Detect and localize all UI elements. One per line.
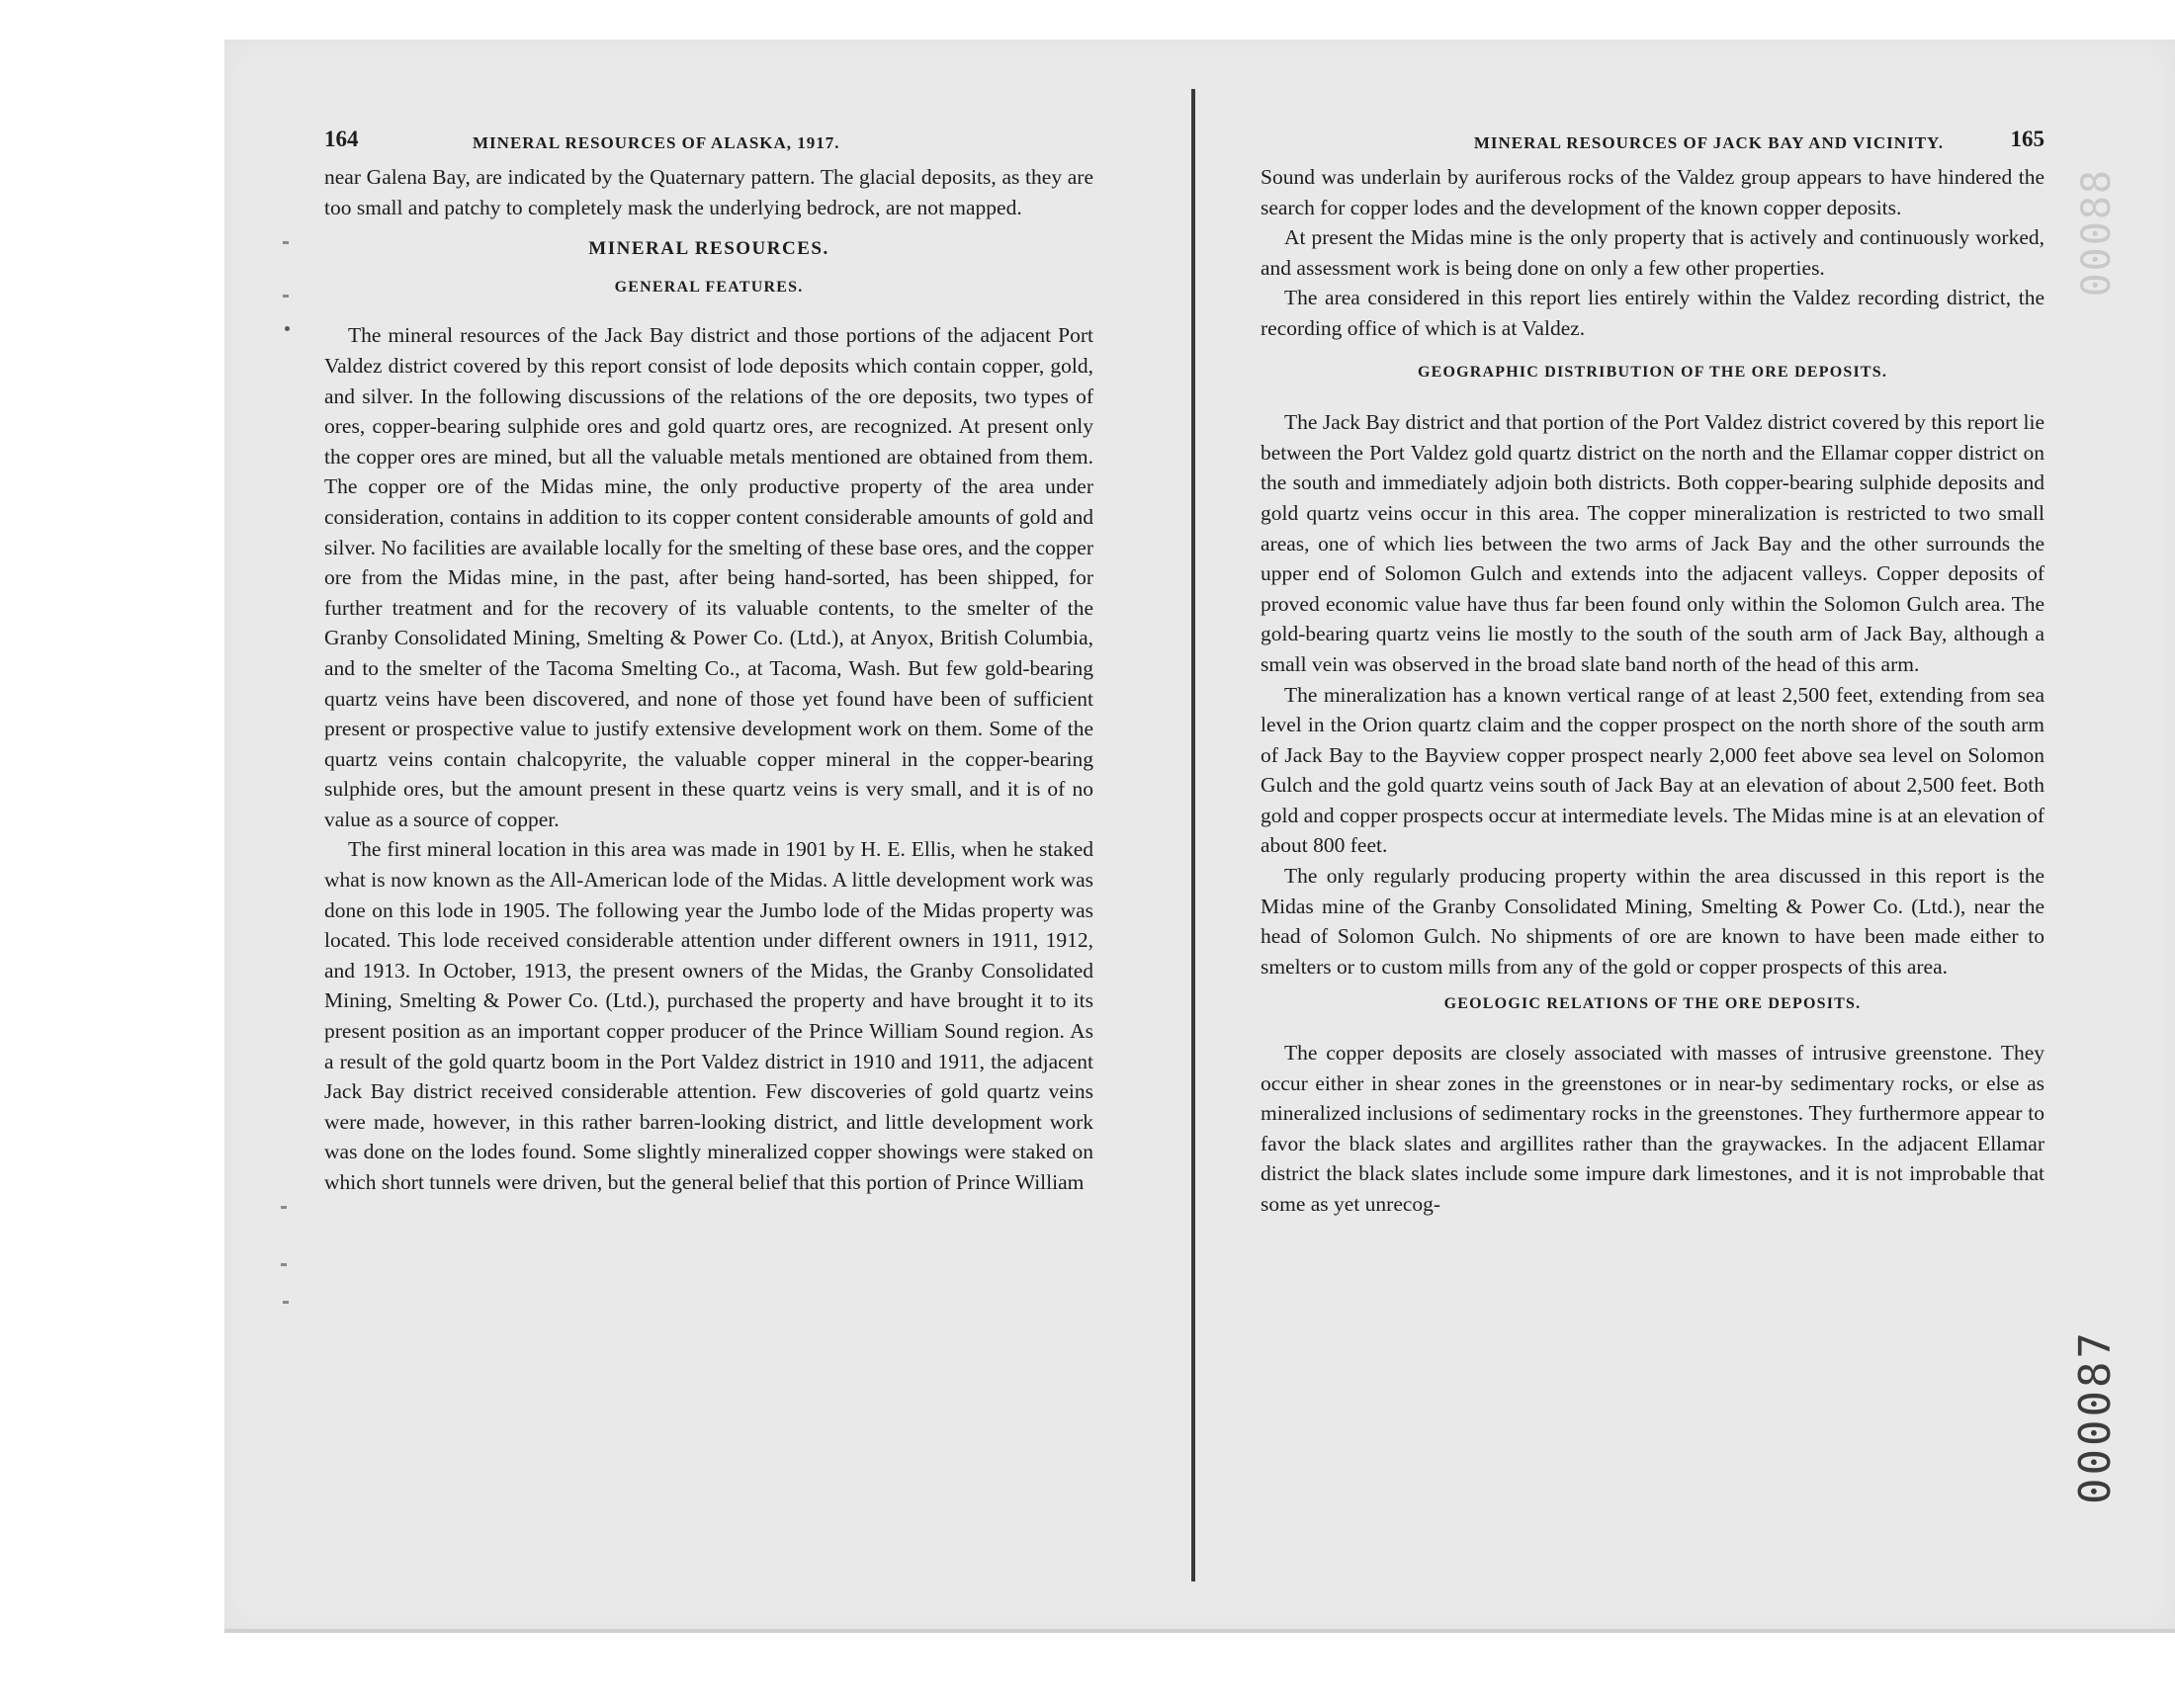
right-page — [1261, 128, 2044, 1220]
left-paragraph-1: The mineral resources of the Jack Bay district and those portions of the adjacent Port Valdez district covered by this report consist of lode deposits which contain copper, gold, and silver. In the following discussions of the relations of the ore deposits, two types of ores, copper-bearing sulphide ores and gold quartz ores, are recognized. At present only the copper ores are mined, but all the valuable metals mentioned are obtained from them. The copper ore of the Midas mine, the only productive property of the area under consideration, contains in addition to its copper content considerable amounts of gold and silver. No facilities are available locally for the smelting of these base ores, and the copper ore from the Midas mine, in the past, after being hand-sorted, has been shipped, for further treatment and for the recovery of its valuable contents, to the smelter of the Granby Consolidated Mining, Smelting & Power Co. (Ltd.), at Anyox, British Columbia, and to the smelter of the Tacoma Smelting Co., at Tacoma, Wash. But few gold-bearing quartz veins have been discovered, and none of those yet found have been of sufficient present or prospective value to justify extensive development work on them. Some of the quartz veins contain chalcopyrite, the valuable copper mineral in the copper-bearing sulphide ores, but the amount present in these quartz veins is very small, and it is of no value as a source of copper. — [324, 323, 1093, 831]
section-heading: MINERAL RESOURCES. — [588, 238, 829, 260]
margin-mark — [281, 1263, 287, 1266]
right-paragraph-3: The area considered in this report lies entirely within the Valdez recording district, the recording office of which is at Valdez. — [1261, 286, 2044, 340]
margin-stamp-top: 00088 — [2074, 168, 2120, 298]
margin-mark — [283, 241, 289, 244]
left-running-head — [324, 128, 1093, 160]
subheading-geographic-distribution: GEOGRAPHIC DISTRIBUTION OF THE ORE DEPOSITS. — [1417, 363, 1888, 381]
subheading-geologic-relations: GEOLOGIC RELATIONS OF THE ORE DEPOSITS. — [1443, 995, 1862, 1013]
book-gutter-line — [1191, 89, 1195, 1581]
scan-bottom-edge — [224, 1629, 2175, 1633]
right-running-head — [1261, 128, 2044, 160]
margin-mark — [283, 295, 289, 298]
left-page-number: 164 — [324, 127, 359, 151]
right-paragraph-4: The Jack Bay district and that portion of the Port Valdez district covered by this report lie between the Port Valdez gold quartz district on the north and the Ellamar copper district on the south and immediately adjoin both districts. Both copper-bearing sulphide deposits and gold quartz veins occur in this area. The copper mineralization is restricted to two small areas, one of which lies between the two arms of Jack Bay and the other surrounds the upper end of Solomon Gulch and extends into the adjacent valleys. Copper deposits of proved economic value have thus far been found only within the Solomon Gulch area. The gold-bearing quartz veins lie mostly to the south of the south arm of Jack Bay, although a small vein was observed in the broad slate band north of the head of this arm. — [1261, 410, 2044, 676]
right-running-title: MINERAL RESOURCES OF JACK BAY AND VICINITY. — [1473, 133, 1944, 152]
subheading-general-features: GENERAL FEATURES. — [614, 278, 804, 296]
right-page-number: 165 — [2010, 127, 2044, 151]
margin-mark — [285, 326, 290, 331]
margin-mark — [281, 1206, 287, 1209]
right-paragraph-5: The mineralization has a known vertical range of at least 2,500 feet, extending from sea level in the Orion quartz claim and the copper prospect on the north shore of the south arm of Jack Bay to the Bayview copper prospect nearly 2,000 feet above sea level on Solomon Gulch and the gold quartz veins south of Jack Bay at an elevation of about 2,500 feet. Both gold and copper prospects occur at intermediate levels. The Midas mine is at an elevation of about 800 feet. — [1261, 682, 2044, 858]
left-running-title: MINERAL RESOURCES OF ALASKA, 1917. — [473, 133, 840, 152]
left-page — [324, 128, 1093, 1198]
margin-stamp-bottom: 000087 — [2070, 1329, 2121, 1504]
left-intro-paragraph: near Galena Bay, are indicated by the Quaternary pattern. The glacial deposits, as they are too small and patchy to completely mask the underlying bedrock, are not mapped. — [324, 165, 1093, 219]
right-paragraph-7: The copper deposits are closely associated with masses of intrusive greenstone. They occur either in shear zones in the greenstones or in near-by sedimentary rocks, or else as mineralized inclusions of sedimentary rocks in the greenstones. They furthermore appear to favor the black slates and argillites rather than the graywackes. In the adjacent Ellamar district the black slates include some impure dark limestones, and it is not improbable that some as yet unrecog- — [1261, 1041, 2044, 1216]
right-paragraph-1: Sound was underlain by auriferous rocks of the Valdez group appears to have hindered the search for copper lodes and the development of the known copper deposits. — [1261, 165, 2044, 219]
margin-mark — [283, 1301, 289, 1304]
right-paragraph-6: The only regularly producing property within the area discussed in this report is the Midas mine of the Granby Consolidated Mining, Smelting & Power Co. (Ltd.), near the head of Solomon Gulch. No shipments of ore are known to have been made either to smelters or to custom mills from any of the gold or copper prospects of this area. — [1261, 864, 2044, 979]
left-paragraph-2: The first mineral location in this area was made in 1901 by H. E. Ellis, when he staked what is now known as the All-American lode of the Midas. A little development work was done on this lode in 1905. The following year the Jumbo lode of the Midas property was located. This lode received considerable attention under different owners in 1911, 1912, and 1913. In October, 1913, the present owners of the Midas, the Granby Consolidated Mining, Smelting & Power Co. (Ltd.), purchased the property and have brought it to its present position as an important copper producer of the Prince William Sound region. As a result of the gold quartz boom in the Port Valdez district in 1910 and 1911, the adjacent Jack Bay district received considerable attention. Few discoveries of gold quartz veins were made, however, in this rather barren-looking district, and little development work was done on the lodes found. Some slightly mineralized copper showings were staked on which short tunnels were driven, but the general belief that this portion of Prince William — [324, 837, 1093, 1194]
right-paragraph-2: At present the Midas mine is the only property that is actively and continuously worked, and assessment work is being done on only a few other properties. — [1261, 225, 2044, 280]
